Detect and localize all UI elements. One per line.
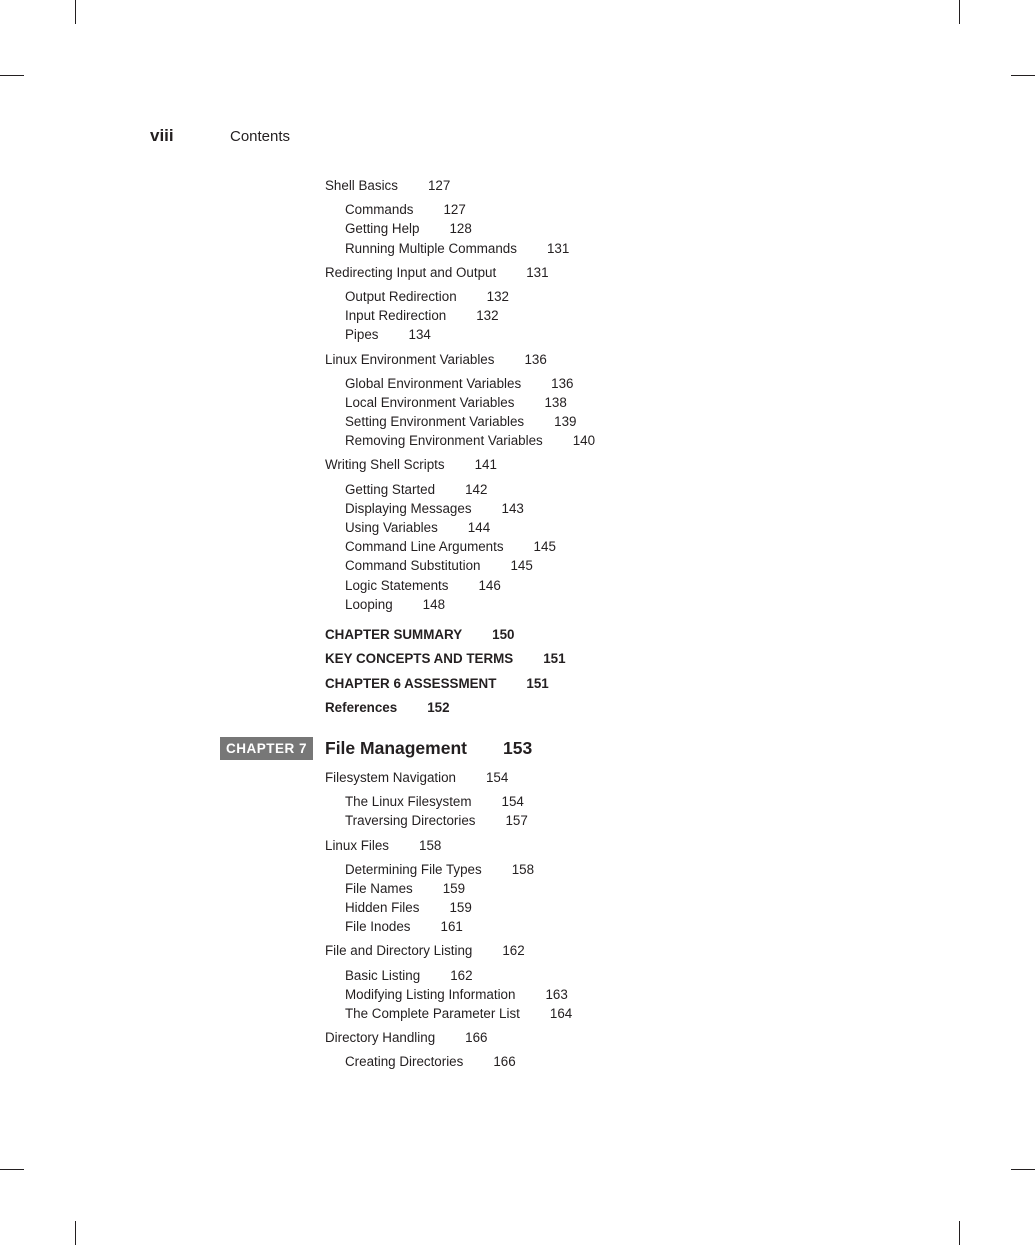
toc-entry-title: Using Variables xyxy=(345,520,438,535)
toc-entry-page-number: 152 xyxy=(427,700,450,716)
toc-subheading-entry xyxy=(325,412,925,431)
toc-entry-page-number: 139 xyxy=(554,414,577,430)
crop-mark-bottom-left xyxy=(75,1221,76,1245)
toc-section-entry xyxy=(325,672,925,697)
crop-mark-top-left xyxy=(75,0,76,24)
toc-heading-entry xyxy=(325,941,925,960)
toc-subheading-entry xyxy=(325,576,925,595)
toc-entry-page-number: 128 xyxy=(449,221,472,237)
toc-subheading-entry xyxy=(325,287,925,306)
toc-entry-title: Commands xyxy=(345,202,414,218)
toc-entry-page-number: 127 xyxy=(443,202,466,218)
toc-subheading-entry xyxy=(325,431,925,450)
toc-subheading-entry xyxy=(325,374,925,393)
toc-entry-title: File Names xyxy=(345,880,413,896)
toc-entry-title: Output Redirection xyxy=(345,288,457,304)
toc-entry-title: KEY CONCEPTS AND TERMS xyxy=(325,651,514,667)
toc-heading-entry xyxy=(325,1028,925,1047)
toc-entry-page-number: 166 xyxy=(493,1054,516,1070)
toc-subheading-entry xyxy=(325,595,925,614)
crop-mark-bottom-right-h xyxy=(1011,1169,1035,1170)
toc-entry-page-number: 161 xyxy=(440,919,463,935)
toc-subheading-entry xyxy=(325,499,925,518)
toc-entry-title: Creating Directories xyxy=(345,1054,464,1070)
toc-entry-title: Input Redirection xyxy=(345,308,447,324)
toc-section-entry xyxy=(325,623,925,648)
toc-heading-entry xyxy=(325,176,925,195)
toc-entry-title: Traversing Directories xyxy=(345,813,476,829)
toc-entry-page-number: 134 xyxy=(408,327,431,343)
toc-subheading-entry xyxy=(325,219,925,238)
toc-entry-title: Logic Statements xyxy=(345,577,449,593)
crop-mark-top-right xyxy=(959,0,960,24)
toc-entry-page-number: 151 xyxy=(543,651,566,667)
toc-entry-page-number: 164 xyxy=(549,1006,573,1021)
toc-heading-entry xyxy=(325,455,925,474)
toc-entry-title: Writing Shell Scripts xyxy=(325,457,445,473)
toc-entry-title: Pipes xyxy=(345,327,379,343)
toc-entry-page-number: 136 xyxy=(551,375,574,391)
toc-entry-title: Setting Environment Variables xyxy=(345,414,525,430)
toc-subheading-entry xyxy=(325,792,925,811)
toc-entry-page-number: 131 xyxy=(526,264,549,280)
crop-mark-bottom-right xyxy=(959,1221,960,1245)
chapter-badge: CHAPTER 7 xyxy=(220,737,313,760)
toc-entry-title: Getting Help xyxy=(345,221,420,237)
toc-entry-title: Linux Environment Variables xyxy=(325,351,495,367)
toc-subheading-entry xyxy=(325,879,925,898)
toc-entry-page-number: 138 xyxy=(544,394,567,410)
toc-subheading-entry xyxy=(325,537,925,556)
toc-entry-title: The Linux Filesystem xyxy=(345,794,472,810)
toc-entry-title: Global Environment Variables xyxy=(345,375,522,391)
toc-heading-entry xyxy=(325,836,925,855)
toc-entry-page-number: 132 xyxy=(476,308,499,324)
toc-heading-entry xyxy=(325,768,925,787)
toc-subheading-entry xyxy=(325,985,925,1004)
toc-entry-title: File Inodes xyxy=(345,919,411,935)
chapter-title-text: File Management xyxy=(325,737,467,758)
toc-subheading-entry xyxy=(325,1004,925,1023)
toc-entry-page-number: 146 xyxy=(478,577,501,593)
toc-entry-title: CHAPTER 6 ASSESSMENT xyxy=(325,675,497,691)
toc-entry-title: Filesystem Navigation xyxy=(325,769,456,785)
toc-subheading-entry xyxy=(325,480,925,499)
toc-entry-page-number: 163 xyxy=(545,986,568,1002)
toc-entry-title: The Complete Parameter List xyxy=(345,1006,520,1021)
toc-entry-title: Shell Basics xyxy=(325,178,398,193)
toc-heading-entry xyxy=(325,350,925,369)
toc-entry-page-number: 154 xyxy=(501,794,524,810)
toc-entry-title: Redirecting Input and Output xyxy=(325,264,497,280)
toc-entry-page-number: 162 xyxy=(450,967,473,983)
page-folio: viii xyxy=(150,126,174,145)
toc-entry-title: Command Substitution xyxy=(345,558,481,574)
toc-entry-title: File and Directory Listing xyxy=(325,943,473,959)
toc-entry-page-number: 140 xyxy=(572,433,596,449)
toc-entry-page-number: 141 xyxy=(474,457,497,473)
toc-entry-page-number: 142 xyxy=(465,481,488,497)
toc-entry-title: Looping xyxy=(345,596,393,612)
toc-subheading-entry xyxy=(325,556,925,575)
toc-entry-title: Linux Files xyxy=(325,837,390,853)
toc-subheading-entry xyxy=(325,966,925,985)
toc-heading-entry xyxy=(325,263,925,282)
toc-subheading-entry xyxy=(325,239,925,258)
chapter-heading xyxy=(225,728,925,768)
toc-entry-title: Removing Environment Variables xyxy=(345,433,543,449)
toc-subheading-entry xyxy=(325,393,925,412)
toc-entry-page-number: 151 xyxy=(526,675,549,691)
toc-entry-title: Directory Handling xyxy=(325,1030,436,1046)
toc-entry-title: Getting Started xyxy=(345,481,436,497)
toc-entry-page-number: 145 xyxy=(533,539,556,555)
toc-entry-page-number: 166 xyxy=(465,1030,488,1046)
toc-subheading-entry xyxy=(325,811,925,830)
crop-mark-top-left-h xyxy=(0,75,24,76)
toc-section-entry xyxy=(325,647,925,672)
running-head-title: Contents xyxy=(230,128,291,145)
toc-entry-title: Local Environment Variables xyxy=(345,394,515,410)
crop-mark-top-right-h xyxy=(1011,75,1035,76)
toc-subheading-entry xyxy=(325,518,925,537)
toc-entry-page-number: 145 xyxy=(510,558,533,574)
toc-entry-title: Displaying Messages xyxy=(345,500,472,516)
toc-subheading-entry xyxy=(325,325,925,344)
table-of-contents xyxy=(225,176,925,1072)
toc-entry-page-number: 132 xyxy=(486,288,509,304)
toc-entry-page-number: 148 xyxy=(422,596,446,612)
toc-entry-page-number: 127 xyxy=(427,178,451,193)
toc-entry-page-number: 136 xyxy=(524,351,547,367)
toc-entry-title: Hidden Files xyxy=(345,900,420,916)
toc-entry-page-number: 150 xyxy=(492,626,515,642)
toc-entry-page-number: 143 xyxy=(501,500,524,516)
chapter-title xyxy=(325,734,532,762)
chapter-page-number: 153 xyxy=(502,737,533,758)
toc-section-entry xyxy=(325,696,925,721)
toc-subheading-entry xyxy=(325,306,925,325)
toc-entry-title: References xyxy=(325,700,398,716)
toc-entry-title: CHAPTER SUMMARY xyxy=(325,626,463,642)
toc-entry-page-number: 159 xyxy=(449,900,472,916)
toc-subheading-entry xyxy=(325,1052,925,1071)
toc-subheading-entry xyxy=(325,860,925,879)
toc-entry-page-number: 162 xyxy=(502,943,525,959)
toc-subheading-entry xyxy=(325,200,925,219)
toc-entry-page-number: 154 xyxy=(485,769,509,785)
toc-entry-title: Command Line Arguments xyxy=(345,539,504,555)
toc-entry-page-number: 158 xyxy=(419,837,442,853)
toc-entry-title: Determining File Types xyxy=(345,861,482,877)
toc-entry-title: Modifying Listing Information xyxy=(345,986,516,1002)
toc-entry-page-number: 157 xyxy=(505,813,528,829)
toc-entry-page-number: 144 xyxy=(467,520,491,535)
toc-subheading-entry xyxy=(325,917,925,936)
toc-entry-page-number: 159 xyxy=(442,880,466,896)
crop-mark-bottom-left-h xyxy=(0,1169,24,1170)
toc-entry-title: Basic Listing xyxy=(345,967,421,983)
toc-entry-title: Running Multiple Commands xyxy=(345,240,517,256)
toc-subheading-entry xyxy=(325,898,925,917)
toc-entry-page-number: 131 xyxy=(546,240,570,256)
toc-entry-page-number: 158 xyxy=(511,861,535,877)
